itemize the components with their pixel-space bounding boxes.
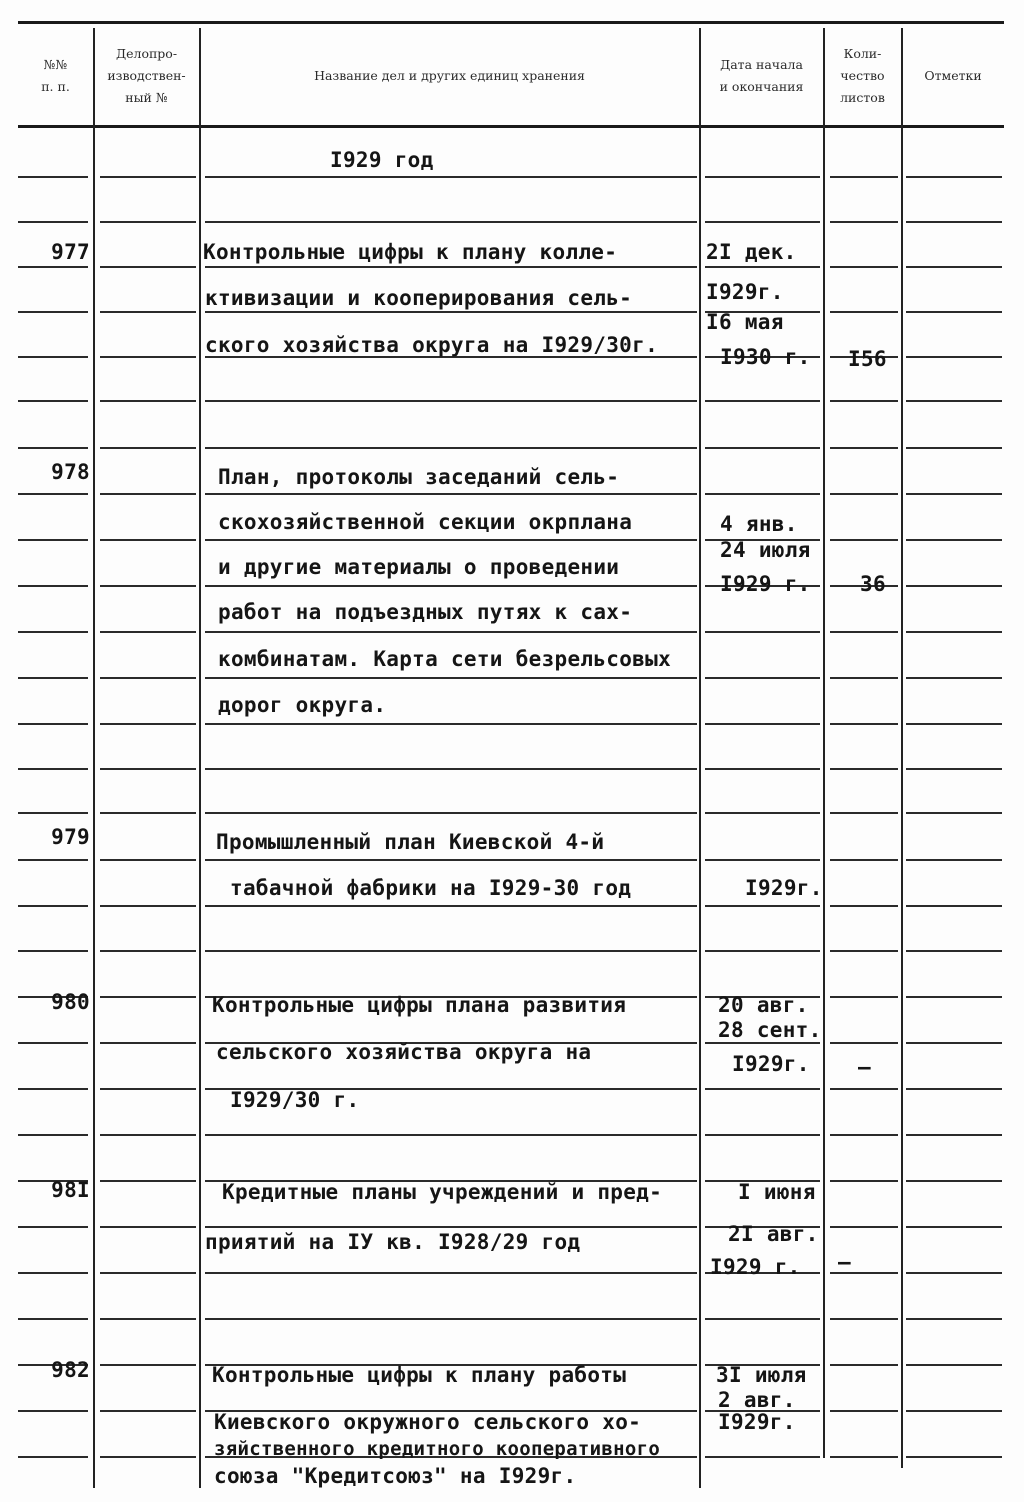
date-line: 28 сент.	[718, 1018, 822, 1042]
row-rule	[100, 493, 196, 495]
column-divider	[93, 28, 95, 1488]
row-rule	[100, 631, 196, 633]
row-rule	[906, 1318, 1002, 1320]
row-rule	[205, 1318, 697, 1320]
row-rule	[906, 539, 1002, 541]
row-rule	[18, 585, 88, 587]
row-rule	[830, 266, 898, 268]
row-rule	[906, 1180, 1002, 1182]
row-rule	[100, 1364, 196, 1366]
row-rule	[830, 1088, 898, 1090]
row-rule	[100, 1180, 196, 1182]
header-text: изводствен-	[107, 68, 186, 83]
row-rule	[205, 631, 697, 633]
row-rule	[18, 1088, 88, 1090]
date-line: I929г.	[706, 280, 784, 304]
row-rule	[18, 631, 88, 633]
row-rule	[705, 1088, 820, 1090]
row-rule	[18, 176, 88, 178]
row-rule	[100, 585, 196, 587]
row-rule	[906, 859, 1002, 861]
row-rule	[906, 266, 1002, 268]
row-rule	[830, 996, 898, 998]
row-rule	[830, 1134, 898, 1136]
row-rule	[100, 221, 196, 223]
sheet-count: –	[838, 1250, 851, 1274]
row-rule	[100, 723, 196, 725]
row-rule	[830, 311, 898, 313]
date-line: I929 г.	[710, 1255, 801, 1279]
sheet-count: 36	[860, 572, 886, 596]
title-line: дорог округа.	[218, 693, 387, 717]
date-line: 2I авг.	[728, 1222, 819, 1246]
row-rule	[100, 677, 196, 679]
row-rule	[18, 723, 88, 725]
row-rule	[906, 493, 1002, 495]
section-year-title: I929 год	[330, 148, 434, 172]
header-text: п. п.	[41, 79, 70, 94]
row-rule	[100, 768, 196, 770]
header-top-rule	[18, 21, 1004, 24]
row-rule	[705, 266, 820, 268]
title-line: союза "Кредитсоюз" на I929г.	[214, 1464, 577, 1488]
column-divider	[699, 28, 701, 1488]
row-rule	[18, 812, 88, 814]
header-bottom-rule	[18, 125, 1004, 128]
row-rule	[205, 266, 697, 268]
title-line: скохозяйственной секции окрплана	[218, 510, 633, 534]
header-dates	[700, 30, 823, 122]
row-rule	[18, 356, 88, 358]
title-line: табачной фабрики на I929-30 год	[230, 876, 632, 900]
title-line: комбинатам. Карта сети безрельсовых	[218, 647, 672, 671]
title-line: Контрольные цифры к плану колле-	[203, 240, 618, 264]
row-rule	[906, 1134, 1002, 1136]
row-rule	[906, 1088, 1002, 1090]
column-divider	[199, 28, 201, 1488]
title-line: Контрольные цифры плана развития	[212, 993, 627, 1017]
row-rule	[906, 677, 1002, 679]
date-line: I6 мая	[706, 310, 784, 334]
row-rule	[830, 723, 898, 725]
row-rule	[205, 311, 697, 313]
row-rule	[830, 812, 898, 814]
date-line: I июня	[738, 1180, 816, 1204]
row-rule	[100, 1410, 196, 1412]
row-rule	[18, 266, 88, 268]
row-rule	[830, 539, 898, 541]
row-rule	[205, 677, 697, 679]
row-rule	[705, 1134, 820, 1136]
row-rule	[100, 356, 196, 358]
date-line: 4 янв.	[720, 512, 798, 536]
header-text: Дата начала	[720, 57, 803, 72]
header-sheet-count	[824, 30, 901, 122]
row-rule	[830, 631, 898, 633]
column-divider	[823, 28, 825, 1458]
row-rule	[906, 356, 1002, 358]
row-rule	[18, 447, 88, 449]
date-line: I929г.	[718, 1410, 796, 1434]
title-line: I929/30 г.	[230, 1088, 360, 1112]
row-rule	[830, 221, 898, 223]
row-rule	[705, 447, 820, 449]
row-rule	[906, 1272, 1002, 1274]
sheet-count: –	[858, 1055, 871, 1079]
row-rule	[100, 311, 196, 313]
title-line: Промышленный план Киевской 4-й	[216, 830, 605, 854]
row-rule	[100, 859, 196, 861]
header-text: Название дел и других единиц хранения	[314, 68, 585, 83]
row-rule	[18, 1226, 88, 1228]
row-rule	[705, 768, 820, 770]
row-rule	[705, 723, 820, 725]
date-line: 2 авг.	[718, 1388, 796, 1412]
row-rule	[18, 539, 88, 541]
row-rule	[100, 539, 196, 541]
row-rule	[100, 1226, 196, 1228]
date-line: 3I июля	[716, 1363, 807, 1387]
header-text: Отметки	[924, 68, 982, 83]
title-line: ктивизации и кооперирования сель-	[205, 286, 633, 310]
row-rule	[830, 400, 898, 402]
row-rule	[205, 905, 697, 907]
row-rule	[906, 176, 1002, 178]
row-rule	[205, 859, 697, 861]
row-rule	[100, 905, 196, 907]
date-line: 20 авг.	[718, 993, 809, 1017]
item-number: 978	[51, 460, 90, 484]
header-item-number	[18, 30, 93, 122]
row-rule	[205, 221, 697, 223]
row-rule	[705, 1318, 820, 1320]
row-rule	[830, 1456, 898, 1458]
row-rule	[100, 812, 196, 814]
row-rule	[205, 400, 697, 402]
header-text: Делопро-	[115, 46, 178, 61]
row-rule	[205, 1226, 697, 1228]
header-text: №№	[43, 57, 68, 72]
header-case-number	[94, 30, 199, 122]
row-rule	[705, 176, 820, 178]
row-rule	[205, 539, 697, 541]
row-rule	[18, 950, 88, 952]
title-line: ского хозяйства округа на I929/30г.	[205, 333, 659, 357]
row-rule	[830, 1318, 898, 1320]
row-rule	[906, 996, 1002, 998]
row-rule	[830, 1226, 898, 1228]
row-rule	[18, 859, 88, 861]
item-number: 98I	[51, 1178, 90, 1202]
row-rule	[100, 1042, 196, 1044]
row-rule	[100, 1134, 196, 1136]
row-rule	[830, 1180, 898, 1182]
row-rule	[906, 1410, 1002, 1412]
row-rule	[205, 493, 697, 495]
row-rule	[18, 311, 88, 313]
row-rule	[205, 1134, 697, 1136]
header-text: листов	[840, 90, 885, 105]
row-rule	[906, 1364, 1002, 1366]
row-rule	[830, 677, 898, 679]
row-rule	[705, 631, 820, 633]
row-rule	[705, 400, 820, 402]
row-rule	[18, 905, 88, 907]
title-line: и другие материалы о проведении	[218, 555, 620, 579]
row-rule	[100, 1318, 196, 1320]
row-rule	[705, 493, 820, 495]
title-line: Контрольные цифры к плану работы	[212, 1363, 627, 1387]
row-rule	[705, 1456, 820, 1458]
header-text: чество	[840, 68, 885, 83]
item-number: 980	[51, 990, 90, 1014]
header-text: ный №	[125, 90, 168, 105]
title-line: сельского хозяйства округа на	[216, 1040, 592, 1064]
row-rule	[205, 585, 697, 587]
row-rule	[18, 493, 88, 495]
row-rule	[830, 905, 898, 907]
row-rule	[906, 812, 1002, 814]
title-line: работ на подъездных путях к сах-	[218, 600, 633, 624]
row-rule	[906, 311, 1002, 313]
row-rule	[830, 1364, 898, 1366]
row-rule	[830, 176, 898, 178]
date-line: I929 г.	[720, 572, 811, 596]
date-line: I930 г.	[720, 345, 811, 369]
row-rule	[205, 768, 697, 770]
row-rule	[18, 221, 88, 223]
row-rule	[705, 812, 820, 814]
row-rule	[205, 447, 697, 449]
row-rule	[18, 768, 88, 770]
row-rule	[18, 677, 88, 679]
row-rule	[830, 768, 898, 770]
row-rule	[830, 859, 898, 861]
title-line: зяйственного кредитного кооперативного	[214, 1438, 661, 1460]
item-number: 979	[51, 825, 90, 849]
date-line: 24 июля	[720, 538, 811, 562]
row-rule	[705, 1042, 820, 1044]
row-rule	[906, 1456, 1002, 1458]
row-rule	[705, 677, 820, 679]
row-rule	[205, 176, 697, 178]
row-rule	[100, 1272, 196, 1274]
column-divider	[901, 28, 903, 1468]
date-line: I929г.	[745, 876, 823, 900]
row-rule	[906, 905, 1002, 907]
row-rule	[205, 812, 697, 814]
header-text: Коли-	[843, 46, 882, 61]
row-rule	[906, 1226, 1002, 1228]
row-rule	[205, 723, 697, 725]
row-rule	[830, 1410, 898, 1412]
row-rule	[705, 221, 820, 223]
row-rule	[705, 905, 820, 907]
title-line: План, протоколы заседаний сель-	[218, 465, 620, 489]
title-line: Кредитные планы учреждений и пред-	[222, 1180, 663, 1204]
title-line: Киевского окружного сельского хо-	[214, 1410, 642, 1434]
row-rule	[18, 1042, 88, 1044]
row-rule	[830, 447, 898, 449]
row-rule	[18, 1410, 88, 1412]
row-rule	[705, 950, 820, 952]
title-line: приятий на IУ кв. I928/29 год	[205, 1230, 581, 1254]
row-rule	[18, 1318, 88, 1320]
header-text: и окончания	[719, 79, 804, 94]
row-rule	[906, 585, 1002, 587]
row-rule	[100, 447, 196, 449]
date-line: I929г.	[732, 1052, 810, 1076]
row-rule	[906, 1042, 1002, 1044]
row-rule	[906, 950, 1002, 952]
sheet-count: I56	[848, 347, 887, 371]
row-rule	[100, 400, 196, 402]
row-rule	[100, 1456, 196, 1458]
row-rule	[830, 493, 898, 495]
header-notes	[902, 30, 1004, 122]
item-number: 977	[51, 240, 90, 264]
row-rule	[906, 221, 1002, 223]
row-rule	[100, 996, 196, 998]
row-rule	[18, 1272, 88, 1274]
row-rule	[906, 723, 1002, 725]
row-rule	[205, 1272, 697, 1274]
row-rule	[18, 400, 88, 402]
row-rule	[100, 176, 196, 178]
row-rule	[906, 768, 1002, 770]
item-number: 982	[51, 1358, 90, 1382]
row-rule	[705, 859, 820, 861]
row-rule	[906, 400, 1002, 402]
row-rule	[906, 631, 1002, 633]
date-line: 2I дек.	[706, 240, 797, 264]
row-rule	[18, 1134, 88, 1136]
row-rule	[205, 950, 697, 952]
row-rule	[830, 1042, 898, 1044]
row-rule	[100, 1088, 196, 1090]
row-rule	[100, 950, 196, 952]
row-rule	[906, 447, 1002, 449]
header-title	[200, 30, 699, 122]
row-rule	[100, 266, 196, 268]
row-rule	[830, 950, 898, 952]
row-rule	[18, 1456, 88, 1458]
